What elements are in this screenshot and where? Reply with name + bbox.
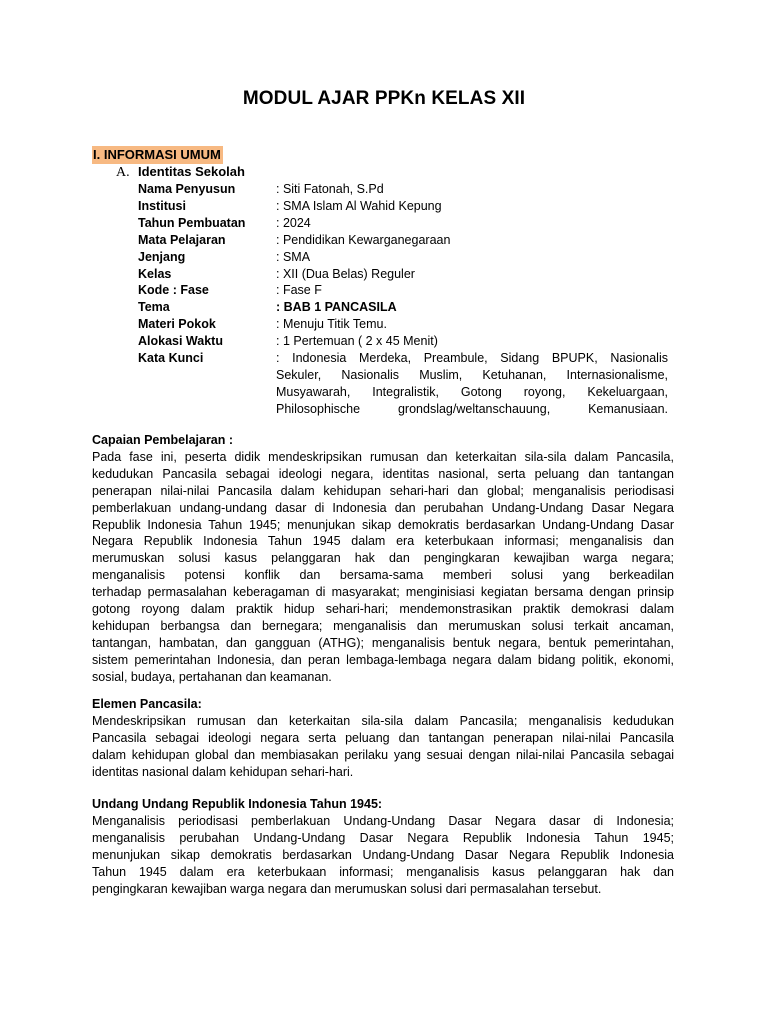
identity-key: Alokasi Waktu xyxy=(138,334,223,349)
identity-row xyxy=(138,198,668,215)
identity-row xyxy=(138,215,668,232)
identity-key: Jenjang xyxy=(138,249,186,264)
identity-value: : 1 Pertemuan ( 2 x 45 Menit) xyxy=(276,334,438,349)
subsection-letter: A. xyxy=(116,165,130,180)
paragraph-line: gotong royong dalam praktik hidup sehari-hari; mendemonstrasikan praktik demokrasi dalam xyxy=(92,602,674,617)
identity-key: Tahun Pembuatan xyxy=(138,215,246,230)
identity-row xyxy=(138,282,668,299)
paragraph-line: identitas nasional dalam kehidupan sehari-hari. xyxy=(92,764,354,779)
keywords-line: Philosophische grondslag/weltanschauung, Kemanusiaan. xyxy=(276,401,668,416)
identity-key: Tema xyxy=(138,300,170,315)
subsection-heading xyxy=(116,164,245,181)
keywords-line: : Indonesia Merdeka, Preambule, Sidang BPUPK, Nasionalis xyxy=(276,351,668,365)
paragraph-line: merumuskan solusi kasus pelanggaran hak dan pengingkaran kewajiban warga negara; xyxy=(92,551,674,566)
capaian-heading: Capaian Pembelajaran : xyxy=(92,433,234,447)
paragraph-line: Republik Indonesia Tahun 1945; menunjukan sikap demokratis berdasarkan Undang-Undang Dasar xyxy=(92,517,674,532)
identity-key: Kode : Fase xyxy=(138,283,209,298)
paragraph-line: kedudukan Pancasila sebagai ideologi negara, identitas nasional, serta peluang dan tantangan xyxy=(92,466,674,481)
paragraph-line: menganalisis perubahan Undang-Undang Dasar Negara Republik Indonesia Tahun 1945; xyxy=(92,830,674,845)
uud-section xyxy=(92,796,674,897)
uud-heading: Undang Undang Republik Indonesia Tahun 1945: xyxy=(92,797,383,811)
paragraph-line: sistem pemerintahan Indonesia, dan peran lembaga-lembaga negara dalam bidang politik, ekonomi, xyxy=(92,652,674,667)
identity-value: : SMA xyxy=(276,249,311,264)
paragraph-line: Pancasila sebagai ideologi negara serta peluang dan tantangan penerapan nilai-nilai Pancasila xyxy=(92,730,674,745)
paragraph-line: menunjukan sikap demokratis berdasarkan Undang-Undang Dasar Negara Republik Indonesia xyxy=(92,847,674,862)
keywords-line: Sekuler, Nasionalis Muslim, Ketuhanan, Internasionalisme, xyxy=(276,367,668,382)
identity-value: : SMA Islam Al Wahid Kepung xyxy=(276,198,442,213)
paragraph-line: Mendeskripsikan rumusan dan keterkaitan sila-sila dalam Pancasila; menganalisis kedudukan xyxy=(92,713,674,728)
elemen-section xyxy=(92,696,674,781)
identity-key: Kata Kunci xyxy=(138,351,204,366)
paragraph-line: pemberlakuan undang-undang dasar di Indonesia dan perubahan Undang-Undang Dasar Negara xyxy=(92,500,674,515)
identity-key: Mata Pelajaran xyxy=(138,232,226,247)
identity-value: : XII (Dua Belas) Reguler xyxy=(276,266,415,281)
paragraph-line: Tahun 1945 dalam era keterbukaan informasi; menganalisis kasus pelanggaran hak dan xyxy=(92,864,674,879)
identity-key: Kelas xyxy=(138,266,172,281)
identity-table xyxy=(138,181,668,367)
elemen-heading: Elemen Pancasila: xyxy=(92,697,202,711)
identity-key: Nama Penyusun xyxy=(138,182,236,196)
identity-value: : Siti Fatonah, S.Pd xyxy=(276,182,384,196)
subsection-label: Identitas Sekolah xyxy=(138,164,245,179)
paragraph-line: sosial, budaya, pertahanan dan keamanan. xyxy=(92,669,332,684)
capaian-section xyxy=(92,432,674,686)
paragraph-line: penerapan nilai-nilai Pancasila dalam kehidupan sehari-hari dan global; menganalisis periodisasi xyxy=(92,483,674,498)
paragraph-line: dalam kehidupan global dan membiasakan perilaku yang sesuai dengan nilai-nilai Pancasila sebagai xyxy=(92,747,674,762)
keywords-line: Musyawarah, Integralistik, Gotong royong, Kekeluargaan, xyxy=(276,384,668,399)
identity-row xyxy=(138,249,668,266)
identity-value: : 2024 xyxy=(276,215,311,230)
paragraph-line: kehidupan berbangsa dan bernegara; menganalisis dan merumuskan solusi terkait ancaman, xyxy=(92,618,674,633)
section-heading: I. INFORMASI UMUM xyxy=(93,147,221,162)
paragraph-line: Menganalisis periodisasi pemberlakuan Undang-Undang Dasar Negara dasar di Indonesia; xyxy=(92,813,674,828)
paragraph-line: menganalisis potensi konflik dan bersama-sama memberi solusi yang berkeadilan xyxy=(92,568,674,583)
identity-value: : BAB 1 PANCASILA xyxy=(276,300,397,315)
keywords-value xyxy=(276,350,668,418)
identity-value: : Menuju Titik Temu. xyxy=(276,317,387,332)
identity-value: : Pendidikan Kewarganegaraan xyxy=(276,232,451,247)
identity-row xyxy=(138,299,668,316)
paragraph-line: Negara Republik Indonesia Tahun 1945 dalam era keterbukaan informasi; menganalisis dan xyxy=(92,534,674,549)
identity-row xyxy=(138,232,668,249)
paragraph-line: terhadap permasalahan keberagaman di masyarakat; menginisiasi kegiatan bersama dengan prinsip xyxy=(92,585,674,600)
identity-row xyxy=(138,181,668,198)
identity-value: : Fase F xyxy=(276,283,322,298)
page-title: MODUL AJAR PPKn KELAS XII xyxy=(242,88,526,109)
identity-key: Materi Pokok xyxy=(138,317,216,332)
paragraph-line: tantangan, hambatan, dan gangguan (ATHG); menganalisis bentuk negara, bentuk pemerintahan, xyxy=(92,635,674,650)
identity-row xyxy=(138,333,668,350)
identity-key: Institusi xyxy=(138,198,186,213)
identity-row xyxy=(138,316,668,333)
paragraph-line: pengingkaran kewajiban warga negara dan merumuskan solusi dari permasalahan tersebut. xyxy=(92,881,602,896)
paragraph-line: Pada fase ini, peserta didik mendeskripsikan rumusan dan keterkaitan sila-sila dalam Pancasila, xyxy=(92,449,674,464)
identity-row xyxy=(138,266,668,283)
